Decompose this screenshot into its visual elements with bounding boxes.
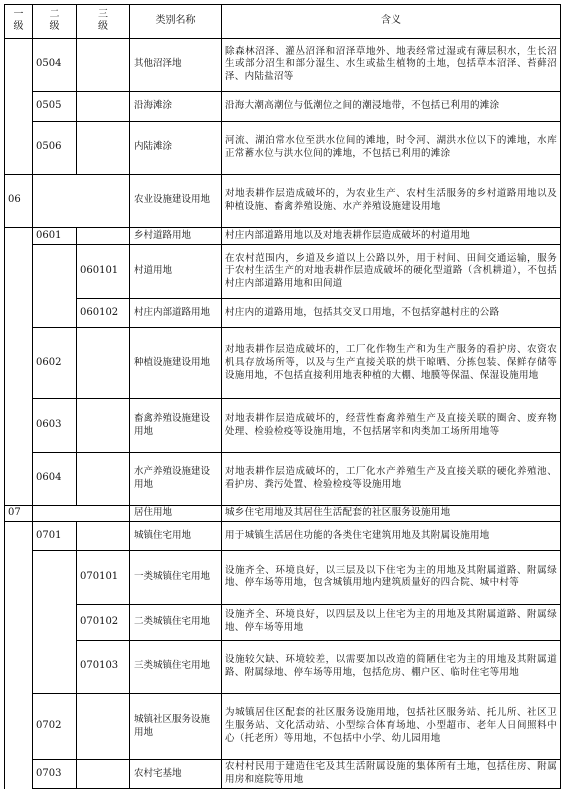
header-level3: 三 级: [77, 5, 130, 39]
category-name-cell: 三类城镇住宅用地: [130, 640, 222, 693]
level1-code-cell: 06: [5, 174, 33, 227]
classification-table: [4, 4, 561, 789]
table-row: [5, 399, 561, 452]
table-row: [5, 38, 561, 91]
category-name-cell: 内陆滩涂: [130, 121, 222, 174]
category-name-cell: 城镇住宅用地: [130, 522, 222, 551]
level2-code-cell: 0601: [33, 227, 77, 244]
header-level1: 一 级: [5, 5, 33, 39]
level2-code-cell: 0506: [33, 121, 77, 174]
level3-code-cell: [77, 693, 130, 759]
header-meaning: 含义: [222, 5, 561, 39]
header-row: [5, 5, 561, 39]
level3-code-cell: [77, 399, 130, 452]
meaning-cell: 在农村范围内，乡道及乡道以上公路以外，用于村间、田间交通运输，服务于农村生活生产的对地表耕作层造成破坏的硬化型道路（含机耕道），不包括村庄内部道路用地和田间道: [222, 245, 561, 299]
meaning-cell: 用于城镇生活居住功能的各类住宅建筑用地及其附属设施用地: [222, 522, 561, 551]
level2-code-cell: 0701: [33, 522, 77, 551]
category-name-cell: 沿海滩涂: [130, 91, 222, 121]
level3-code-cell: [77, 174, 130, 227]
meaning-cell: 沿海大潮高潮位与低潮位之间的潮浸地带，不包括已利用的滩涂: [222, 91, 561, 121]
level3-code-cell: [77, 760, 130, 789]
meaning-cell: 对地表耕作层造成破坏的，为农业生产、农村生活服务的乡村道路用地以及种植设施、畜禽养殖设施、水产养殖设施建设用地: [222, 174, 561, 227]
table-row: [5, 174, 561, 227]
meaning-cell: 河流、湖泊常水位至洪水位间的滩地，时令河、湖洪水位以下的滩地，水库正常蓄水位与洪水位间的滩地，不包括已利用的滩涂: [222, 121, 561, 174]
level2-code-cell: 0702: [33, 693, 77, 759]
category-name-cell: 种植设施建设用地: [130, 327, 222, 399]
table-row: [5, 522, 561, 551]
meaning-cell: 城乡住宅用地及其居住生活配套的社区服务设施用地: [222, 505, 561, 521]
level2-code-cell: 0504: [33, 38, 77, 91]
meaning-cell: 对地表耕作层造成破坏的，工厂化作物生产和为生产服务的看护房、农资农机具存放场所等，以及与生产直接关联的烘干晾晒、分拣包装、保鲜存储等设施用地，不包括直接利用地表种植的大棚、地膜等保温、保湿设施用地: [222, 327, 561, 399]
table-row: [5, 299, 561, 328]
level3-code-cell: [77, 38, 130, 91]
header-level2: 二 级: [33, 5, 77, 39]
category-name-cell: 村道用地: [130, 245, 222, 299]
level3-code-cell: [77, 121, 130, 174]
table-row: [5, 327, 561, 399]
table-row: [5, 245, 561, 299]
level2-code-cell: [33, 245, 77, 299]
level2-code-cell: [33, 640, 77, 693]
header-category: 类别名称: [130, 5, 222, 39]
table-row: [5, 91, 561, 121]
meaning-cell: 村庄内的道路用地，包括其交叉口用地，不包括穿越村庄的公路: [222, 299, 561, 328]
level1-code-cell: [5, 452, 33, 505]
level1-code-cell: [5, 640, 33, 693]
level1-code-cell: [5, 91, 33, 121]
level1-code-cell: [5, 299, 33, 328]
meaning-cell: 设施齐全、环境良好，以三层及以下住宅为主的用地及其附属道路、附属绿地、停车场等用地，包含城镇用地内建筑质量好的四合院、城中村等: [222, 550, 561, 604]
table-row: [5, 550, 561, 604]
level2-code-cell: [33, 174, 77, 227]
level2-code-cell: 0603: [33, 399, 77, 452]
table-row: [5, 760, 561, 789]
level3-code-cell: 060101: [77, 245, 130, 299]
level3-code-cell: 070103: [77, 640, 130, 693]
category-name-cell: 一类城镇住宅用地: [130, 550, 222, 604]
level3-code-cell: [77, 452, 130, 505]
table-row: [5, 227, 561, 244]
level3-code-cell: [77, 522, 130, 551]
category-name-cell: 其他沼泽地: [130, 38, 222, 91]
category-name-cell: 居住用地: [130, 505, 222, 521]
category-name-cell: 村庄内部道路用地: [130, 299, 222, 328]
category-name-cell: 畜禽养殖设施建设用地: [130, 399, 222, 452]
meaning-cell: 村庄内部道路用地以及对地表耕作层造成破坏的村道用地: [222, 227, 561, 244]
category-name-cell: 乡村道路用地: [130, 227, 222, 244]
level1-code-cell: [5, 760, 33, 789]
category-name-cell: 农业设施建设用地: [130, 174, 222, 227]
level1-code-cell: 07: [5, 505, 33, 521]
meaning-cell: 设施齐全、环境良好，以四层及以上住宅为主的用地及其附属道路、附属绿地、停车场等用地: [222, 604, 561, 640]
level3-code-cell: 070102: [77, 604, 130, 640]
meaning-cell: 除森林沼泽、灌丛沼泽和沼泽草地外、地表经常过湿或有薄层积水，生长沼生或部分沼生和部分湿生、水生或盐生植物的土地，包括草本沼泽、苔藓沼泽、内陆盐沼等: [222, 38, 561, 91]
level2-code-cell: 0505: [33, 91, 77, 121]
category-name-cell: 水产养殖设施建设用地: [130, 452, 222, 505]
level3-code-cell: [77, 227, 130, 244]
level1-code-cell: [5, 227, 33, 244]
level1-code-cell: [5, 693, 33, 759]
level2-code-cell: [33, 299, 77, 328]
meaning-cell: 对地表耕作层造成破坏的，工厂化水产养殖生产及直接关联的硬化养殖池、看护房、粪污处置、检验检疫等设施用地: [222, 452, 561, 505]
meaning-cell: 对地表耕作层造成破坏的，经营性畜禽养殖生产及直接关联的圈舍、废弃物处理、检验检疫等设施用地，不包括屠宰和肉类加工场所用地等: [222, 399, 561, 452]
table-row: [5, 693, 561, 759]
level3-code-cell: [77, 505, 130, 521]
level1-code-cell: [5, 522, 33, 551]
level1-code-cell: [5, 38, 33, 91]
level1-code-cell: [5, 550, 33, 604]
level3-code-cell: 070101: [77, 550, 130, 604]
level3-code-cell: 060102: [77, 299, 130, 328]
level3-code-cell: [77, 91, 130, 121]
table-row: [5, 121, 561, 174]
category-name-cell: 农村宅基地: [130, 760, 222, 789]
meaning-cell: 为城镇居住区配套的社区服务设施用地，包括社区服务站、托儿所、社区卫生服务站、文化活动站、小型综合体育场地、小型超市、老年人日间照料中心（托老所）等用地，不包括中小学、幼儿园用地: [222, 693, 561, 759]
meaning-cell: 设施较欠缺、环境较差，以需要加以改造的简陋住宅为主的用地及其附属道路、附属绿地、停车场等用地，包括危房、棚户区、临时住宅等用地: [222, 640, 561, 693]
level1-code-cell: [5, 399, 33, 452]
land-use-classification-table: [4, 4, 560, 789]
level3-code-cell: [77, 327, 130, 399]
level1-code-cell: [5, 121, 33, 174]
category-name-cell: 二类城镇住宅用地: [130, 604, 222, 640]
table-row: [5, 452, 561, 505]
level2-code-cell: [33, 505, 77, 521]
level1-code-cell: [5, 245, 33, 299]
level2-code-cell: 0604: [33, 452, 77, 505]
table-row: [5, 604, 561, 640]
table-row: [5, 640, 561, 693]
level2-code-cell: [33, 604, 77, 640]
level1-code-cell: [5, 327, 33, 399]
level2-code-cell: [33, 550, 77, 604]
category-name-cell: 城镇社区服务设施用地: [130, 693, 222, 759]
level2-code-cell: 0703: [33, 760, 77, 789]
table-row: [5, 505, 561, 521]
meaning-cell: 农村村民用于建造住宅及其生活附属设施的集体所有土地，包括住房、附属用房和庭院等用地: [222, 760, 561, 789]
level1-code-cell: [5, 604, 33, 640]
level2-code-cell: 0602: [33, 327, 77, 399]
